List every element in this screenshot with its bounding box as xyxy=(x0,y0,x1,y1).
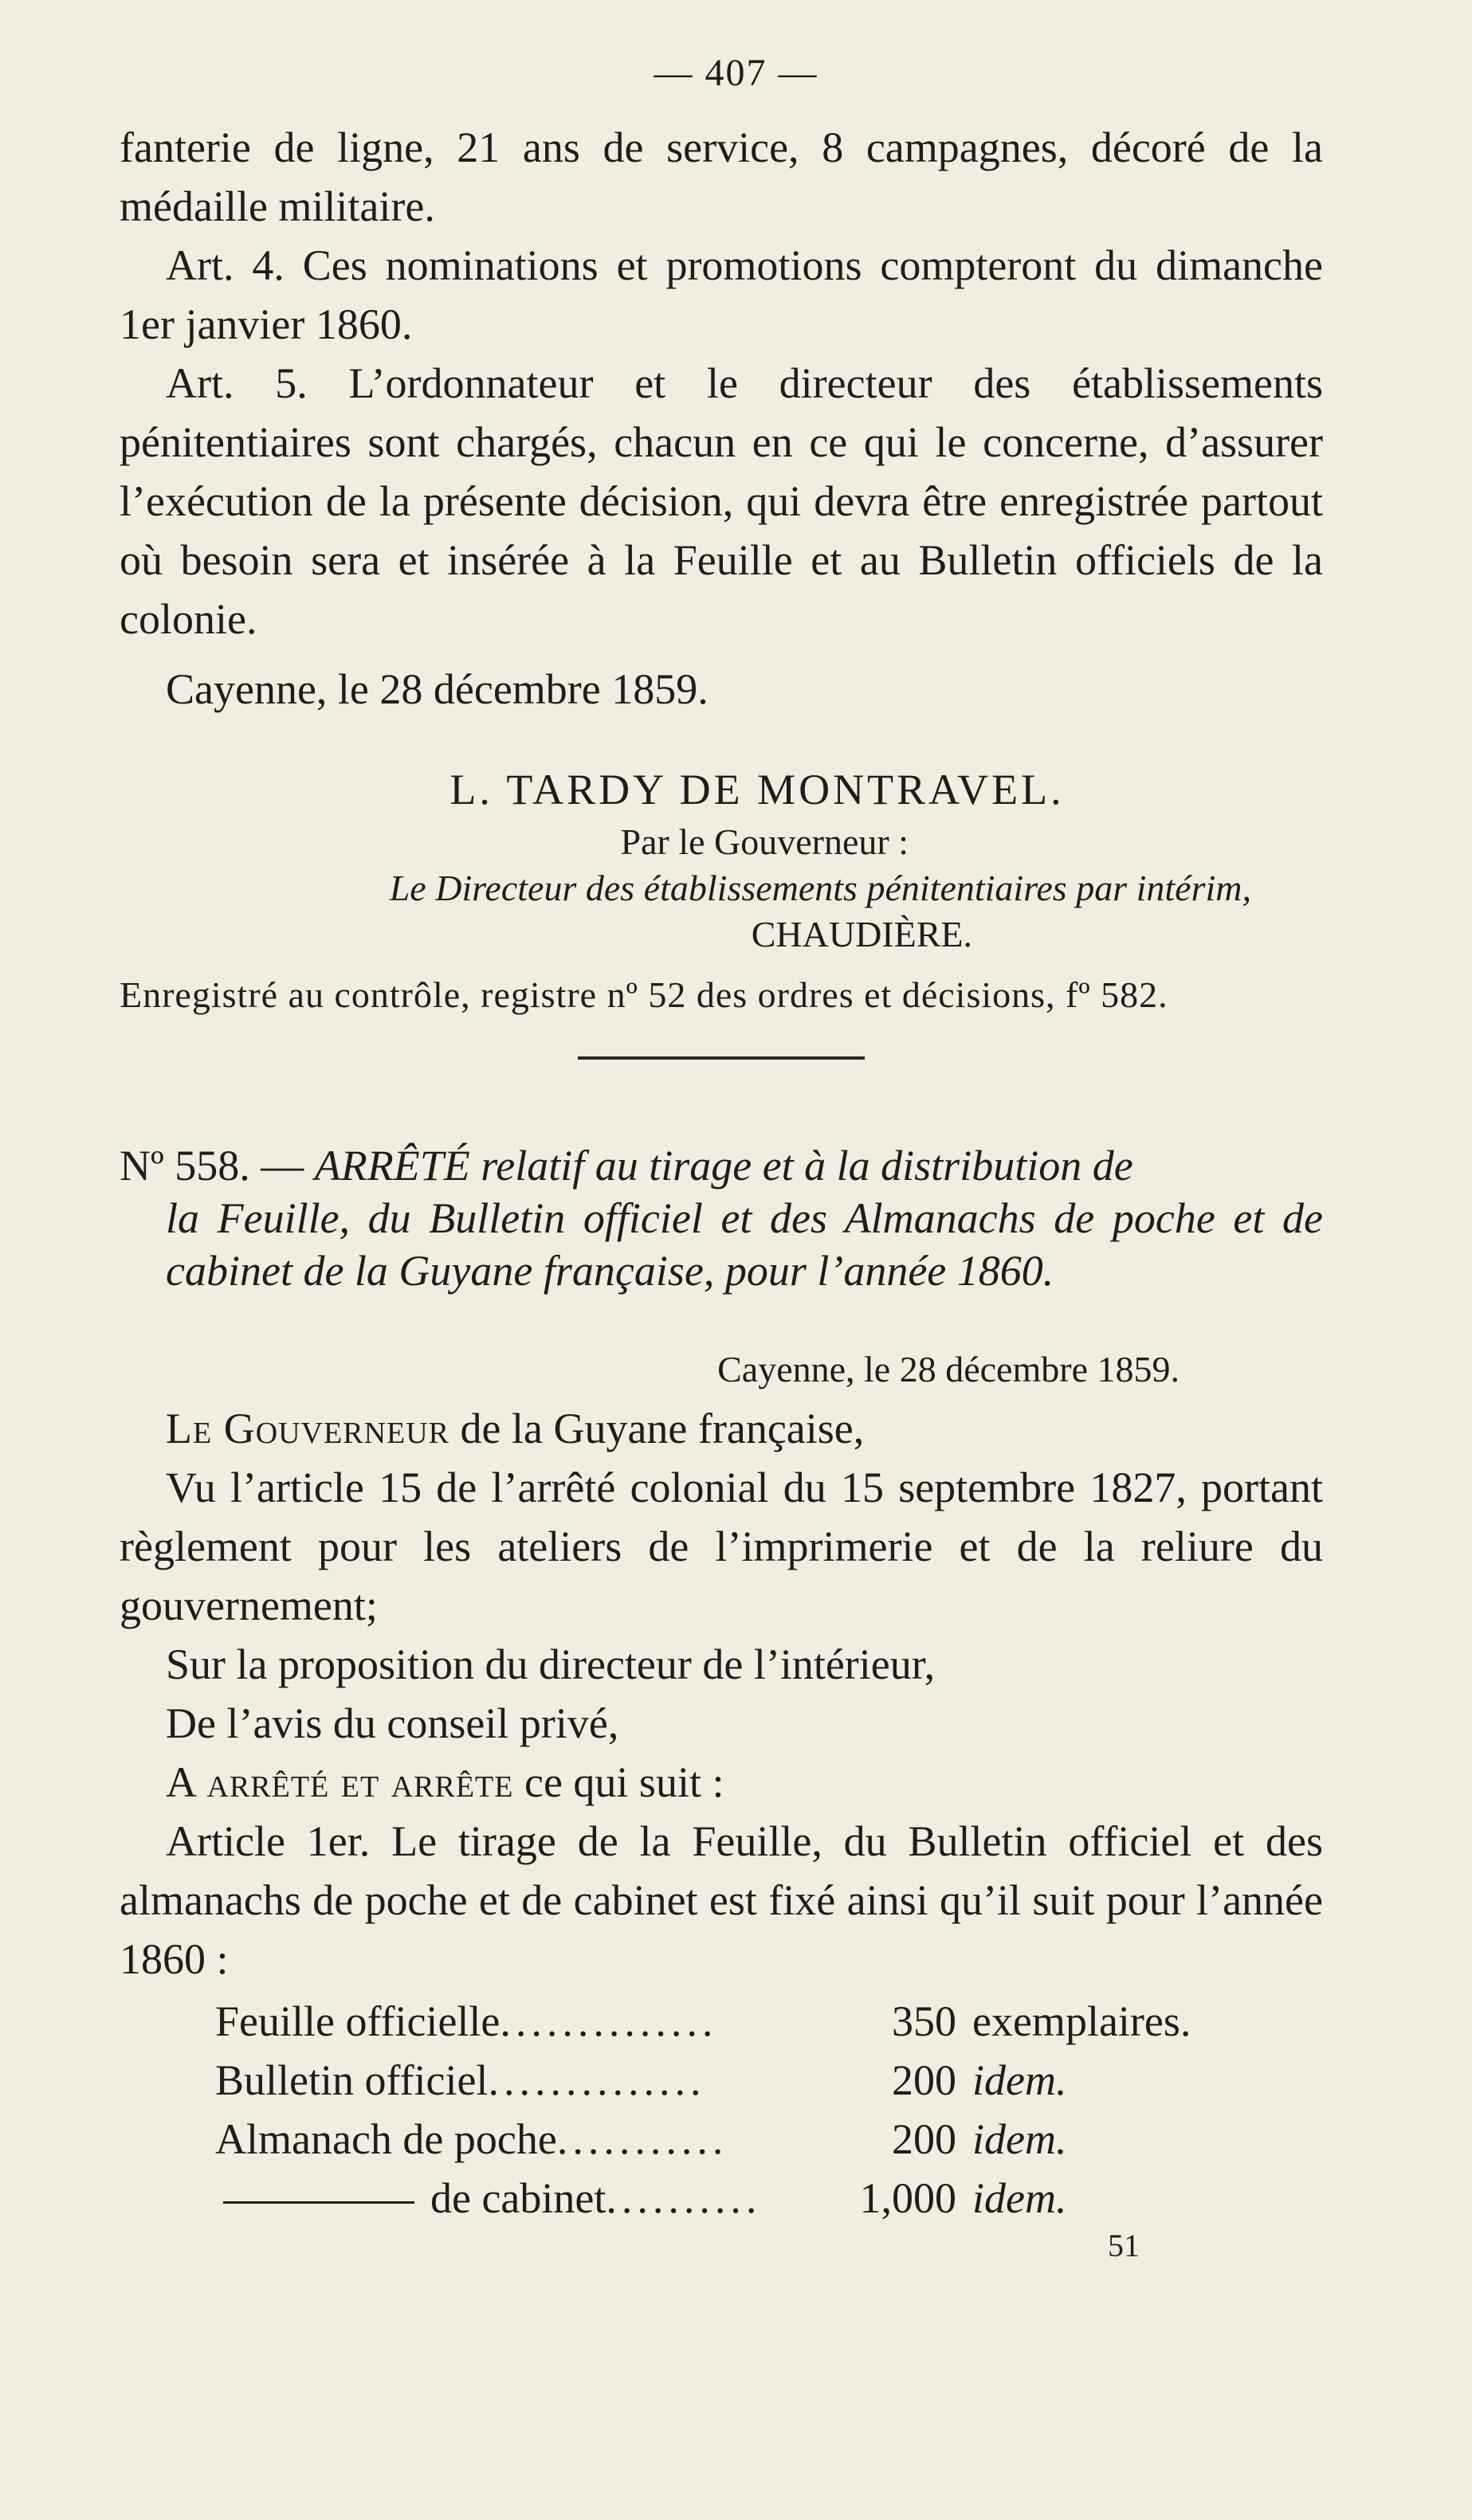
paragraph-article-5: Art. 5. L’ordonnateur et le directeur des établissements pénitentiaires sont chargés, chacun en ce qui le concerne, d’assurer l’exécution de la présente décision, qui devra être enregistrée partout où besoin sera et insérée à la Feuille et au Bulletin officiels de la colonie. xyxy=(120,359,1323,643)
closing-date: Cayenne, le 28 décembre 1859. xyxy=(166,665,709,713)
list-item-dots: .............. xyxy=(500,1997,718,2045)
decree-rest: ce qui suit : xyxy=(524,1758,724,1806)
list-item xyxy=(215,2051,1323,2110)
registry-line: Enregistré au contrôle, registre nº 52 des ordres et décisions, fº 582. xyxy=(120,974,1168,1015)
governor-title: Le Gouverneur xyxy=(166,1405,450,1452)
paragraph-continuation: fanterie de ligne, 21 ans de service, 8 campagnes, décoré de la médaille militaire. xyxy=(120,123,1323,230)
list-item-dots: .......... xyxy=(606,2174,762,2222)
paragraph-vu: Vu l’article 15 de l’arrêté colonial du 15 septembre 1827, portant règlement pour les ateliers de l’imprimerie et de la reliure du gouvernement; xyxy=(120,1464,1323,1629)
list-item xyxy=(215,1992,1323,2051)
list-item-quantity: 200 xyxy=(892,2056,956,2104)
page-content xyxy=(120,118,1323,2228)
governor-rest: de la Guyane française, xyxy=(460,1405,865,1452)
list-item xyxy=(215,2169,1323,2228)
arrete-heading xyxy=(120,1139,1323,1297)
print-run-list xyxy=(120,1992,1323,2228)
list-item xyxy=(215,2110,1323,2169)
arrete-title-line1: ARRÊTÉ relatif au tirage et à la distribution de xyxy=(314,1142,1133,1189)
section-separator xyxy=(578,1056,865,1060)
signature-name: L. TARDY DE MONTRAVEL. xyxy=(449,766,1065,813)
list-item-label: Feuille officielle xyxy=(215,1997,500,2045)
list-item-unit: idem. xyxy=(972,2174,1067,2222)
list-item-unit: idem. xyxy=(972,2115,1067,2163)
list-item-label: de cabinet xyxy=(430,2174,606,2222)
decree-caps: A arrêté et arrête xyxy=(166,1758,514,1806)
paragraph-avis: De l’avis du conseil privé, xyxy=(166,1699,619,1747)
paragraph-article-4: Art. 4. Ces nominations et promotions compteront du dimanche 1er janvier 1860. xyxy=(120,241,1323,348)
decree-line xyxy=(120,1753,1323,1812)
governor-line xyxy=(120,1399,1323,1458)
ditto-dash xyxy=(223,2201,414,2204)
list-item-dots: ........... xyxy=(556,2115,728,2163)
list-item-quantity: 350 xyxy=(892,1997,956,2045)
paragraph-article-1: Article 1er. Le tirage de la Feuille, du Bulletin officiel et des almanachs de poche et de cabinet est fixé ainsi qu’il suit pour l’année 1860 : xyxy=(120,1817,1323,1983)
list-item-quantity: 1,000 xyxy=(859,2174,956,2222)
list-item-unit: idem. xyxy=(972,2056,1067,2104)
list-item-quantity: 200 xyxy=(892,2115,956,2163)
list-item-dots: .............. xyxy=(488,2056,706,2104)
countersign-name: CHAUDIÈRE. xyxy=(751,914,972,954)
arrete-date: Cayenne, le 28 décembre 1859. xyxy=(717,1349,1180,1389)
signature-mark: 51 xyxy=(1108,2228,1140,2263)
arrete-title-line2: la Feuille, du Bulletin officiel et des Almanachs de poche et de cabinet de la Guyane française, pour l’année 1860. xyxy=(166,1194,1323,1295)
par-le-gouverneur: Par le Gouverneur : xyxy=(620,821,909,862)
list-item-label: Bulletin officiel xyxy=(215,2056,489,2104)
arrete-number: Nº 558. — xyxy=(120,1142,304,1189)
list-item-label: Almanach de poche xyxy=(215,2115,557,2163)
paragraph-sur: Sur la proposition du directeur de l’intérieur, xyxy=(166,1640,936,1688)
director-line: Le Directeur des établissements pénitentiaires par intérim, xyxy=(389,868,1251,908)
list-item-unit: exemplaires. xyxy=(972,1997,1191,2045)
page-number: — 407 — xyxy=(654,52,818,94)
